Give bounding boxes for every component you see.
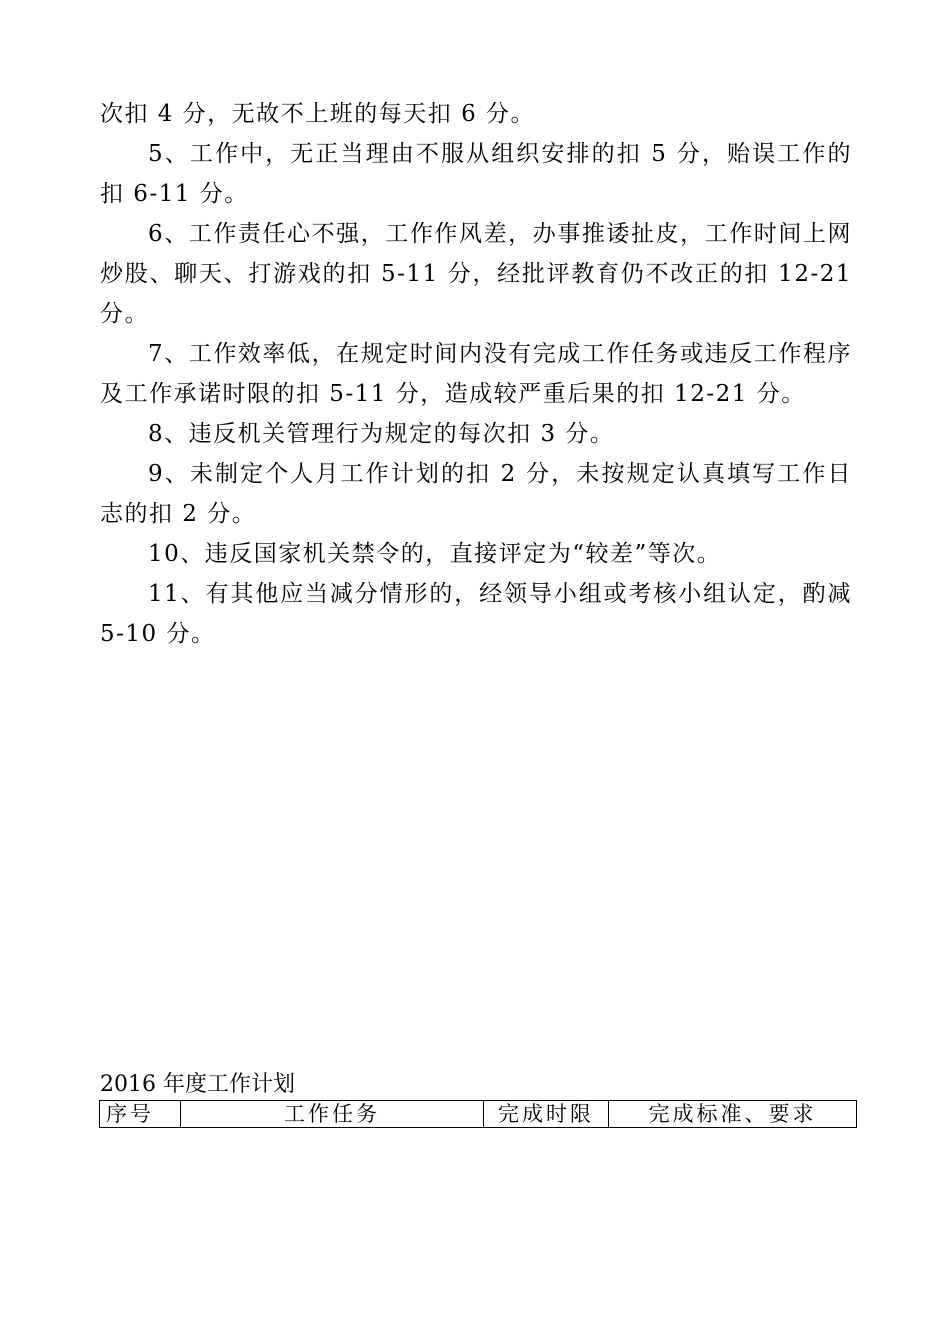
paragraph-item-10: 10、违反国家机关禁令的，直接评定为“较差”等次。 xyxy=(148,541,722,567)
paragraph-continuation: 次扣 4 分，无故不上班的每天扣 6 分。 xyxy=(100,101,536,127)
paragraph-item-7: 7、工作效率低，在规定时间内没有完成工作任务或违反工作程序及工作承诺时限的扣 5-11 分，造成较严重后果的扣 12-21 分。 xyxy=(100,341,852,407)
paragraph-item-5: 5、工作中，无正当理由不服从组织安排的扣 5 分，贻误工作的扣 6-11 分。 xyxy=(100,141,852,207)
work-plan-table xyxy=(99,1100,857,1128)
header-serial-number: 序号 xyxy=(100,1101,181,1128)
work-plan-title: 2016 年度工作计划 xyxy=(100,1072,295,1097)
paragraph-item-11: 11、有其他应当减分情形的，经领导小组或考核小组认定，酌减 5-10 分。 xyxy=(100,581,852,647)
paragraph-item-6: 6、工作责任心不强，工作作风差，办事推诿扯皮，工作时间上网炒股、聊天、打游戏的扣 5-11 分，经批评教育仍不改正的扣 12-21 分。 xyxy=(100,221,852,327)
header-standard-requirements: 完成标准、要求 xyxy=(609,1101,857,1128)
header-work-task: 工作任务 xyxy=(181,1101,484,1128)
paragraph-item-8: 8、违反机关管理行为规定的每次扣 3 分。 xyxy=(148,421,615,447)
table-header-row xyxy=(100,1101,857,1128)
document-body xyxy=(100,94,852,654)
paragraph-item-9: 9、未制定个人月工作计划的扣 2 分，未按规定认真填写工作日志的扣 2 分。 xyxy=(100,461,852,527)
header-deadline: 完成时限 xyxy=(484,1101,609,1128)
